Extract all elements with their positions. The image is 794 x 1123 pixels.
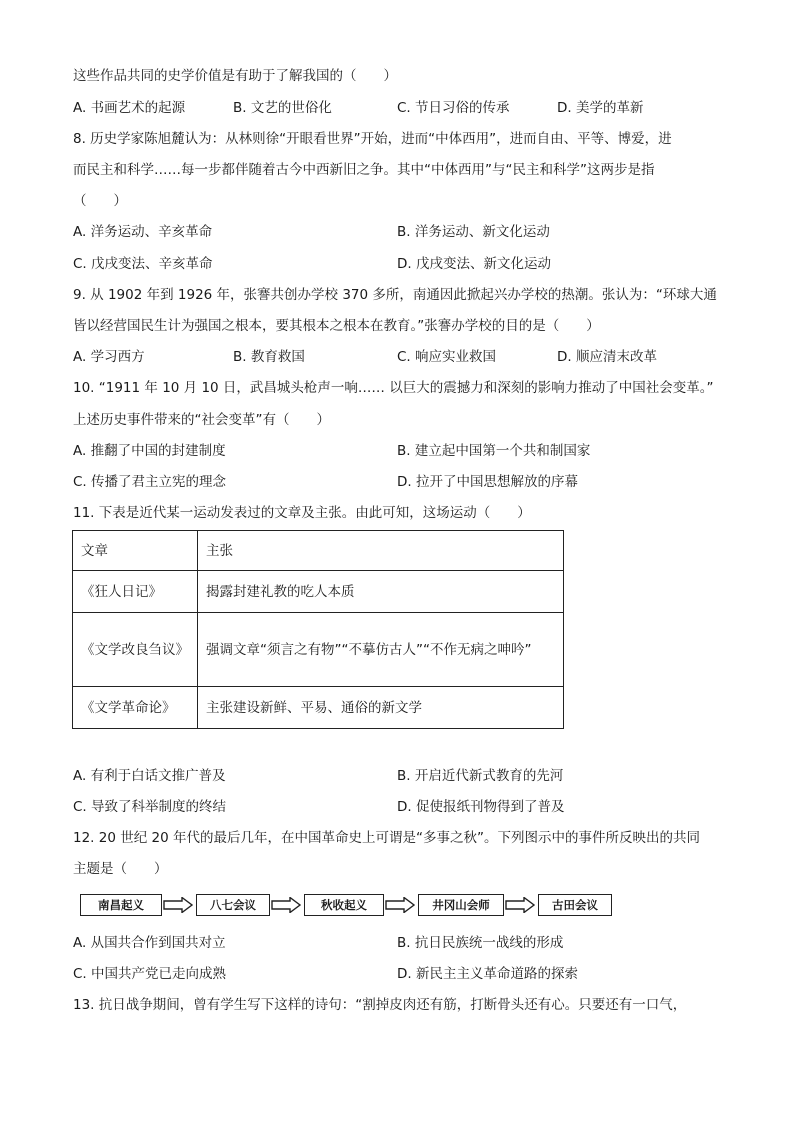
- option-a[interactable]: A. 书画艺术的起源: [73, 100, 186, 116]
- option-a[interactable]: A. 有利于白话文推广普及: [73, 768, 226, 784]
- table-cell-claim: 揭露封建礼教的吃人本质: [198, 571, 564, 613]
- option-c[interactable]: C. 中国共产党已走向成熟: [73, 966, 227, 982]
- table-header-cell: 主张: [198, 531, 564, 571]
- option-c[interactable]: C. 节日习俗的传承: [397, 100, 510, 116]
- table-header-row: [73, 531, 564, 571]
- event-box: 秋收起义: [304, 894, 384, 916]
- articles-table: [72, 530, 564, 729]
- event-box: 八七会议: [196, 894, 270, 916]
- table-cell-article: 《狂人日记》: [73, 571, 198, 613]
- event-box: 井冈山会师: [418, 894, 504, 916]
- table-row: [73, 571, 564, 613]
- option-a[interactable]: A. 洋务运动、辛亥革命: [73, 224, 213, 240]
- event-box: 古田会议: [538, 894, 612, 916]
- arrow-right-icon: [271, 897, 301, 913]
- question-10-stem-line-2: 上述历史事件带来的“社会变革”有（ ）: [73, 412, 330, 428]
- option-a[interactable]: A. 学习西方: [73, 349, 145, 365]
- option-c[interactable]: C. 响应实业救国: [397, 349, 497, 365]
- option-b[interactable]: B. 建立起中国第一个共和制国家: [397, 443, 591, 459]
- option-d[interactable]: D. 顺应清末改革: [557, 349, 657, 365]
- option-d[interactable]: D. 拉开了中国思想解放的序幕: [397, 474, 578, 490]
- option-d[interactable]: D. 美学的革新: [557, 100, 644, 116]
- question-10-stem-line-1: 10. “1911 年 10 月 10 日，武昌城头枪声一响…… 以巨大的震撼力和深刻的影响力推动了中国社会变革。”: [73, 380, 714, 396]
- question-7-stem: 这些作品共同的史学价值是有助于了解我国的（ ）: [73, 68, 397, 84]
- table-header-cell: 文章: [73, 531, 198, 571]
- option-b[interactable]: B. 抗日民族统一战线的形成: [397, 935, 564, 951]
- table-row: [73, 613, 564, 687]
- question-9-stem-line-1: 9. 从 1902 年到 1926 年，张謇共创办学校 370 多所，南通因此掀起兴办学校的热潮。张认为：“环球大通: [73, 287, 717, 303]
- option-c[interactable]: C. 导致了科举制度的终结: [73, 799, 227, 815]
- option-c[interactable]: C. 戊戌变法、辛亥革命: [73, 256, 213, 272]
- option-a[interactable]: A. 从国共合作到国共对立: [73, 935, 226, 951]
- event-box: 南昌起义: [80, 894, 162, 916]
- option-d[interactable]: D. 促使报纸刊物得到了普及: [397, 799, 565, 815]
- option-c[interactable]: C. 传播了君主立宪的理念: [73, 474, 227, 490]
- question-12-stem-line-2: 主题是（ ）: [73, 861, 168, 877]
- question-8-stem-line-1: 8. 历史学家陈旭麓认为：从林则徐“开眼看世界”开始，进而“中体西用”，进而自由、平等、博爱，进: [73, 131, 672, 147]
- option-b[interactable]: B. 教育救国: [233, 349, 305, 365]
- arrow-right-icon: [505, 897, 535, 913]
- question-9-stem-line-2: 皆以经营国民生计为强国之根本，要其根本之根本在教育。”张謇办学校的目的是（ ）: [73, 318, 600, 334]
- arrow-right-icon: [163, 897, 193, 913]
- option-b[interactable]: B. 文艺的世俗化: [233, 100, 332, 116]
- table-cell-article: 《文学改良刍议》: [73, 613, 198, 687]
- option-b[interactable]: B. 开启近代新式教育的先河: [397, 768, 564, 784]
- question-11-stem: 11. 下表是近代某一运动发表过的文章及主张。由此可知，这场运动（ ）: [73, 505, 531, 521]
- question-8-stem-line-2: 而民主和科学……每一步都伴随着古今中西新旧之争。其中“中体西用”与“民主和科学”这两步是指: [73, 162, 655, 178]
- option-d[interactable]: D. 新民主主义革命道路的探索: [397, 966, 578, 982]
- question-12-stem-line-1: 12. 20 世纪 20 年代的最后几年，在中国革命史上可谓是“多事之秋”。下列图示中的事件所反映出的共同: [73, 830, 700, 846]
- table-cell-claim: 主张建设新鲜、平易、通俗的新文学: [198, 687, 564, 729]
- option-d[interactable]: D. 戊戌变法、新文化运动: [397, 256, 551, 272]
- question-13-stem: 13. 抗日战争期间，曾有学生写下这样的诗句：“割掉皮肉还有筋，打断骨头还有心。只要还有一口气，: [73, 997, 687, 1013]
- table-row: [73, 687, 564, 729]
- table-cell-article: 《文学革命论》: [73, 687, 198, 729]
- arrow-right-icon: [385, 897, 415, 913]
- question-8-stem-line-3: （ ）: [73, 193, 127, 209]
- option-a[interactable]: A. 推翻了中国的封建制度: [73, 443, 226, 459]
- table-cell-claim: 强调文章“须言之有物”“不摹仿古人”“不作无病之呻吟”: [198, 613, 564, 687]
- option-b[interactable]: B. 洋务运动、新文化运动: [397, 224, 550, 240]
